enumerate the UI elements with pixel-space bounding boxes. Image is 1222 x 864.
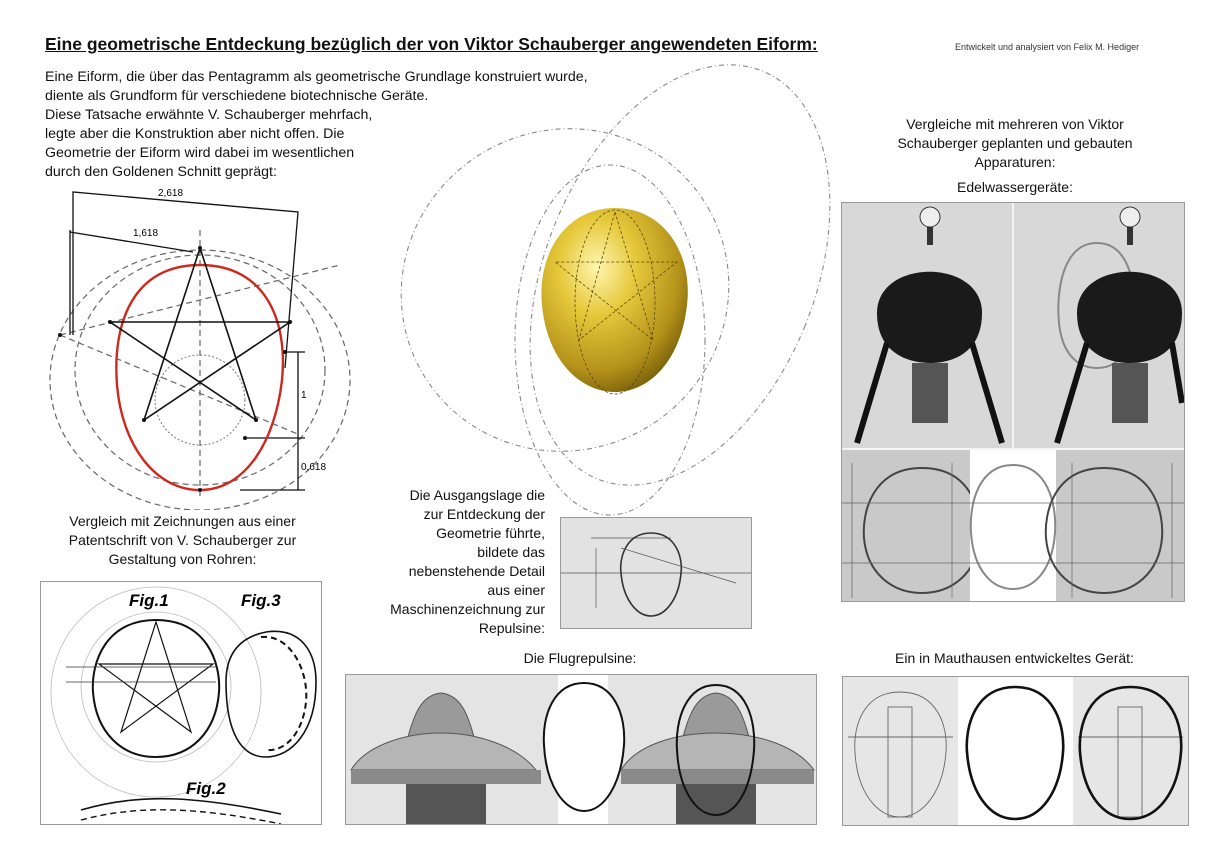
machine-drawing-detail xyxy=(560,517,752,629)
intro-line: durch den Goldenen Schnitt geprägt: xyxy=(45,164,277,180)
mauthausen-caption: Ein in Mauthausen entwickeltes Gerät: xyxy=(895,650,1134,666)
golden-egg xyxy=(541,208,687,392)
golden-egg-diagram xyxy=(395,40,835,520)
intro-line: legte aber die Konstruktion aber nicht offen. Die xyxy=(45,126,345,142)
intro-line: Eine Eiform, die über das Pentagramm als geometrische Grundlage konstruiert wurde, xyxy=(45,69,588,85)
author-credit: Entwickelt und analysiert von Felix M. Hediger xyxy=(955,42,1140,52)
page-title: Eine geometrische Entdeckung bezüglich der von Viktor Schauberger angewendeten Eiform: xyxy=(45,34,818,54)
patent-caption: Vergleich mit Zeichnungen aus einer Patentschrift von V. Schauberger zur Gestaltung von Rohren: xyxy=(68,513,297,567)
intro-line: Geometrie der Eiform wird dabei im wesentlichen xyxy=(45,145,355,161)
dim-label-one: 1 xyxy=(301,390,307,401)
egg-construction-diagram xyxy=(40,180,360,510)
fig1-label: Fig.1 xyxy=(129,591,169,610)
mauthausen-image-panel xyxy=(842,676,1189,826)
comparison-heading: Vergleiche mit mehreren von Viktor Schauberger geplanten und gebauten Apparaturen: xyxy=(897,116,1133,170)
dim-label-long: 2,618 xyxy=(158,188,184,199)
patent-figure-panel xyxy=(40,581,322,825)
fig2-label: Fig.2 xyxy=(186,779,226,798)
dim-label-small: 0,618 xyxy=(301,462,327,473)
intro-line: diente als Grundform für verschiedene biotechnische Geräte. xyxy=(45,88,429,104)
flugrepulsine-image-panel xyxy=(345,674,817,825)
origin-text: Die Ausgangslage die zur Entdeckung der Geometrie führte, bildete das nebenstehende Detail aus einer Maschinenzeichnung zur Repulsine: xyxy=(390,487,545,636)
mauthausen-egg-outline xyxy=(967,687,1063,819)
edelwasser-caption: Edelwassergeräte: xyxy=(957,179,1073,195)
dim-label-mid: 1,618 xyxy=(133,228,159,239)
edelwasser-image-panel xyxy=(841,202,1185,602)
flugrepulsine-caption: Die Flugrepulsine: xyxy=(523,650,637,666)
intro-line: Diese Tatsache erwähnte V. Schauberger mehrfach, xyxy=(45,107,373,123)
fig3-label: Fig.3 xyxy=(241,591,281,610)
golden-section-egg-outline xyxy=(116,265,283,490)
